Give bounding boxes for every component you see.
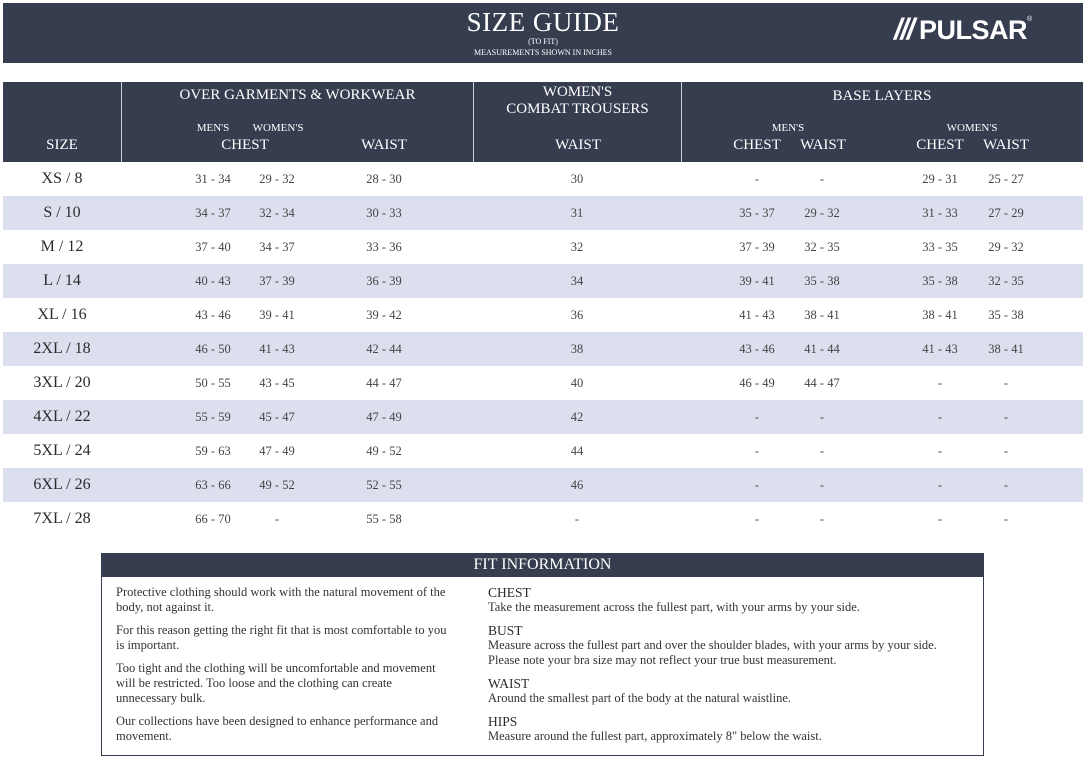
- header-combat-trousers: COMBAT TROUSERS: [506, 101, 649, 117]
- term-waist: WAIST: [488, 676, 530, 691]
- bl-womens-chest: 31 - 33: [922, 206, 958, 220]
- table-row: [3, 264, 1083, 298]
- og-waist: 42 - 44: [366, 342, 402, 356]
- bl-mens-waist: 41 - 44: [804, 342, 840, 356]
- page-subtitle: (TO FIT): [528, 37, 558, 46]
- og-womens-chest: 49 - 52: [259, 478, 295, 492]
- table-row: [3, 196, 1083, 230]
- definition-line: Please note your bra size may not reflect your true bust measurement.: [488, 653, 837, 667]
- bl-womens-waist: 32 - 35: [988, 274, 1024, 288]
- bl-womens-chest: -: [937, 444, 943, 458]
- logo-text: PULSAR: [919, 14, 1028, 45]
- bl-womens-waist: 25 - 27: [988, 172, 1024, 186]
- og-waist: 39 - 42: [366, 308, 402, 322]
- header-waist: WAIST: [800, 137, 846, 153]
- definition-line: Measure around the fullest part, approximately 8" below the waist.: [488, 729, 822, 743]
- measurement-definitions: [488, 585, 978, 752]
- bl-mens-waist: 32 - 35: [804, 240, 840, 254]
- combat-waist: -: [574, 512, 580, 526]
- og-waist: 49 - 52: [366, 444, 402, 458]
- bl-womens-waist: 35 - 38: [988, 308, 1024, 322]
- header-chest: CHEST: [916, 137, 964, 153]
- combat-waist: 42: [570, 410, 584, 424]
- definition-line: Around the smallest part of the body at the natural waistline.: [488, 691, 792, 705]
- og-womens-chest: 29 - 32: [259, 172, 295, 186]
- table-row: [3, 468, 1083, 502]
- bl-womens-chest: -: [937, 512, 943, 526]
- bl-mens-waist: -: [819, 172, 825, 186]
- definition-chest: [488, 600, 978, 615]
- bl-womens-chest: -: [937, 376, 943, 390]
- header-womens: WOMEN'S: [946, 122, 998, 134]
- combat-waist: 34: [570, 274, 584, 288]
- bl-mens-waist: -: [819, 444, 825, 458]
- combat-waist: 46: [570, 478, 584, 492]
- og-waist: 47 - 49: [366, 410, 402, 424]
- size-cell: 7XL / 28: [33, 510, 91, 527]
- bl-womens-chest: 33 - 35: [922, 240, 958, 254]
- registered-mark: ®: [1027, 16, 1033, 23]
- bl-womens-chest: -: [937, 410, 943, 424]
- bl-womens-chest: -: [937, 478, 943, 492]
- size-cell: 6XL / 26: [33, 476, 91, 493]
- size-cell: L / 14: [43, 272, 81, 289]
- bl-mens-waist: 35 - 38: [804, 274, 840, 288]
- fit-paragraph: Too tight and the clothing will be uncomfortable and movement will be restricted. Too loose and the clothing can create unnecessary bulk.: [116, 661, 436, 705]
- page-title: SIZE GUIDE: [466, 7, 620, 37]
- header-waist: WAIST: [983, 137, 1029, 153]
- bl-womens-chest: 41 - 43: [922, 342, 958, 356]
- table-row: [3, 332, 1083, 366]
- table-row: [3, 502, 1083, 536]
- combat-waist: 32: [570, 240, 584, 254]
- header-womens: WOMEN'S: [252, 122, 304, 134]
- og-mens-chest: 63 - 66: [195, 478, 231, 492]
- og-mens-chest: 31 - 34: [195, 172, 231, 186]
- bl-womens-waist: -: [1003, 444, 1009, 458]
- bl-mens-chest: 41 - 43: [739, 308, 775, 322]
- bl-mens-chest: 46 - 49: [739, 376, 775, 390]
- table-row: [3, 298, 1083, 332]
- bl-womens-waist: -: [1003, 376, 1009, 390]
- table-row: [3, 230, 1083, 264]
- table-row: [3, 434, 1083, 468]
- bl-womens-chest: 35 - 38: [922, 274, 958, 288]
- combat-waist: 30: [570, 172, 584, 186]
- og-waist: 44 - 47: [366, 376, 402, 390]
- definition-hips: [488, 729, 978, 744]
- fit-intro: [116, 585, 456, 752]
- bl-mens-chest: -: [754, 410, 760, 424]
- og-mens-chest: 40 - 43: [195, 274, 231, 288]
- bl-mens-chest: -: [754, 172, 760, 186]
- og-womens-chest: 37 - 39: [259, 274, 295, 288]
- pulsar-logo: [894, 12, 1032, 48]
- fit-paragraph: Our collections have been designed to enhance performance and movement.: [116, 714, 439, 743]
- term-hips: HIPS: [488, 714, 518, 729]
- og-waist: 33 - 36: [366, 240, 402, 254]
- combat-waist: 40: [570, 376, 584, 390]
- combat-waist: 38: [570, 342, 584, 356]
- fit-paragraph: Protective clothing should work with the natural movement of the body, not against it.: [116, 585, 446, 614]
- bl-womens-chest: 29 - 31: [922, 172, 958, 186]
- bl-womens-waist: 27 - 29: [988, 206, 1024, 220]
- og-womens-chest: 45 - 47: [259, 410, 295, 424]
- table-row: [3, 162, 1083, 196]
- og-mens-chest: 46 - 50: [195, 342, 231, 356]
- header-mens: MEN'S: [196, 122, 230, 134]
- header-chest: CHEST: [733, 137, 781, 153]
- table-row: [3, 366, 1083, 400]
- bl-mens-chest: 37 - 39: [739, 240, 775, 254]
- size-cell: S / 10: [43, 204, 81, 221]
- bl-womens-chest: 38 - 41: [922, 308, 958, 322]
- fit-paragraph: For this reason getting the right fit that is most comfortable to you is important.: [116, 623, 447, 652]
- og-womens-chest: 34 - 37: [259, 240, 295, 254]
- og-waist: 55 - 58: [366, 512, 402, 526]
- header-waist: WAIST: [555, 137, 601, 153]
- bl-mens-chest: -: [754, 444, 760, 458]
- og-waist: 30 - 33: [366, 206, 402, 220]
- bl-mens-waist: -: [819, 512, 825, 526]
- header-base-layers: BASE LAYERS: [832, 88, 932, 104]
- combat-waist: 36: [570, 308, 584, 322]
- og-mens-chest: 66 - 70: [195, 512, 231, 526]
- definition-line: Take the measurement across the fullest part, with your arms by your side.: [488, 600, 860, 614]
- size-cell: 5XL / 24: [33, 442, 91, 459]
- header-mens: MEN'S: [771, 122, 805, 134]
- header-chest: CHEST: [221, 137, 269, 153]
- size-cell: 2XL / 18: [33, 340, 91, 357]
- measurement-note: MEASUREMENTS SHOWN IN INCHES: [473, 48, 612, 57]
- combat-waist: 31: [570, 206, 584, 220]
- og-waist: 36 - 39: [366, 274, 402, 288]
- og-mens-chest: 50 - 55: [195, 376, 231, 390]
- table-row: [3, 400, 1083, 434]
- og-mens-chest: 37 - 40: [195, 240, 231, 254]
- size-cell: 3XL / 20: [33, 374, 91, 391]
- og-womens-chest: 39 - 41: [259, 308, 295, 322]
- bl-mens-waist: 29 - 32: [804, 206, 840, 220]
- bl-womens-waist: -: [1003, 410, 1009, 424]
- size-cell: XS / 8: [41, 170, 83, 187]
- og-womens-chest: 43 - 45: [259, 376, 295, 390]
- og-mens-chest: 55 - 59: [195, 410, 231, 424]
- definition-waist: [488, 691, 978, 706]
- logo-bars-icon: ///: [894, 13, 914, 46]
- og-mens-chest: 43 - 46: [195, 308, 231, 322]
- size-cell: M / 12: [40, 238, 84, 255]
- bl-mens-waist: 44 - 47: [804, 376, 840, 390]
- header-waist: WAIST: [361, 137, 407, 153]
- term-chest: CHEST: [488, 585, 531, 600]
- fit-information-title: FIT INFORMATION: [101, 553, 984, 577]
- og-womens-chest: -: [274, 512, 280, 526]
- bl-mens-waist: -: [819, 478, 825, 492]
- bl-womens-waist: -: [1003, 478, 1009, 492]
- bl-mens-chest: 35 - 37: [739, 206, 775, 220]
- size-cell: XL / 16: [37, 306, 87, 323]
- header-womens-combat: WOMEN'S: [542, 84, 613, 100]
- bl-womens-waist: 38 - 41: [988, 342, 1024, 356]
- og-waist: 52 - 55: [366, 478, 402, 492]
- definition-bust: [488, 638, 978, 668]
- header-size: SIZE: [46, 137, 78, 153]
- og-womens-chest: 41 - 43: [259, 342, 295, 356]
- bl-womens-waist: 29 - 32: [988, 240, 1024, 254]
- bl-mens-waist: 38 - 41: [804, 308, 840, 322]
- bl-womens-waist: -: [1003, 512, 1009, 526]
- og-mens-chest: 34 - 37: [195, 206, 231, 220]
- combat-waist: 44: [570, 444, 584, 458]
- bl-mens-chest: 39 - 41: [739, 274, 775, 288]
- size-cell: 4XL / 22: [33, 408, 91, 425]
- bl-mens-chest: -: [754, 478, 760, 492]
- og-womens-chest: 32 - 34: [259, 206, 295, 220]
- og-mens-chest: 59 - 63: [195, 444, 231, 458]
- og-waist: 28 - 30: [366, 172, 402, 186]
- definition-line: Measure across the fullest part and over the shoulder blades, with your arms by your side.: [488, 638, 937, 652]
- header-over-garments: OVER GARMENTS & WORKWEAR: [179, 87, 416, 103]
- bl-mens-chest: -: [754, 512, 760, 526]
- term-bust: BUST: [488, 623, 523, 638]
- bl-mens-chest: 43 - 46: [739, 342, 775, 356]
- og-womens-chest: 47 - 49: [259, 444, 295, 458]
- bl-mens-waist: -: [819, 410, 825, 424]
